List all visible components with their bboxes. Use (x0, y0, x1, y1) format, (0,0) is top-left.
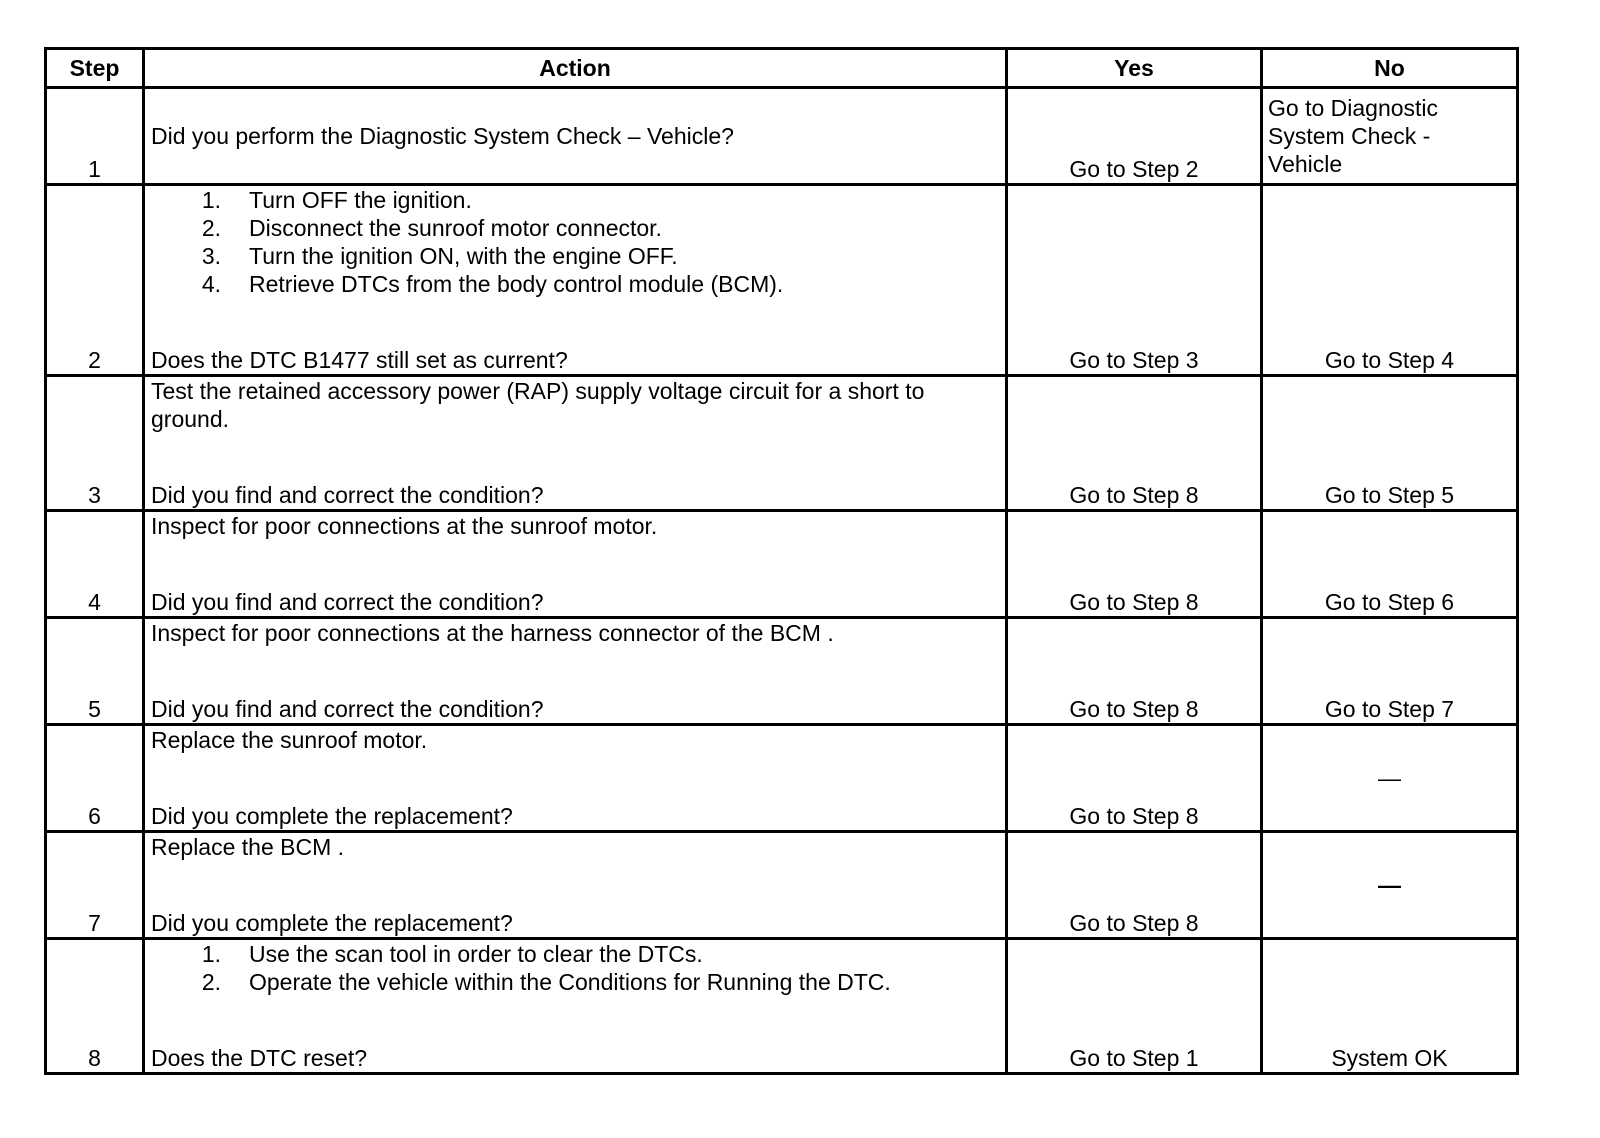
action-text: Replace the sunroof motor. (151, 727, 428, 753)
step-number: 3 (46, 376, 144, 511)
table-row (46, 511, 1518, 618)
table-row (46, 725, 1518, 832)
action-cell (144, 376, 1007, 511)
step-number: 1 (46, 88, 144, 185)
list-item: 2. Disconnect the sunroof motor connector. (201, 215, 662, 241)
action-text: Inspect for poor connections at the harness connector of the BCM . (151, 620, 834, 646)
no-cell: System OK (1262, 939, 1518, 1074)
list-item: 1. Turn OFF the ignition. (201, 187, 472, 213)
header-step: Step (46, 49, 144, 88)
action-text: Test the retained accessory power (RAP) supply voltage circuit for a short to ground. (151, 378, 925, 432)
no-cell: Go to Step 5 (1262, 376, 1518, 511)
list-item: 3. Turn the ignition ON, with the engine OFF. (201, 243, 678, 269)
action-question: Did you complete the replacement? (151, 910, 513, 936)
action-steps (151, 186, 999, 298)
no-cell: Go to Step 4 (1262, 185, 1518, 376)
step-number: 8 (46, 939, 144, 1074)
action-question: Did you find and correct the condition? (151, 589, 544, 615)
step-number: 6 (46, 725, 144, 832)
step-number: 7 (46, 832, 144, 939)
no-cell: — (1262, 832, 1518, 939)
yes-cell: Go to Step 8 (1007, 832, 1262, 939)
step-number: 2 (46, 185, 144, 376)
header-row (46, 49, 1518, 88)
action-cell (144, 88, 1007, 185)
yes-cell: Go to Step 3 (1007, 185, 1262, 376)
action-steps (151, 940, 999, 996)
list-item: 4. Retrieve DTCs from the body control module (BCM). (201, 271, 784, 297)
diagnostic-table (44, 47, 1519, 1075)
action-cell (144, 618, 1007, 725)
table-row (46, 618, 1518, 725)
yes-cell: Go to Step 8 (1007, 618, 1262, 725)
yes-cell: Go to Step 2 (1007, 88, 1262, 185)
no-cell: Go to Diagnostic System Check - Vehicle (1262, 88, 1518, 185)
table-row (46, 185, 1518, 376)
no-cell: Go to Step 6 (1262, 511, 1518, 618)
no-cell: Go to Step 7 (1262, 618, 1518, 725)
action-cell (144, 939, 1007, 1074)
list-item: 2. Operate the vehicle within the Conditions for Running the DTC. (201, 969, 891, 995)
action-question: Did you find and correct the condition? (151, 696, 544, 722)
table-row (46, 376, 1518, 511)
action-cell (144, 725, 1007, 832)
action-question: Did you complete the replacement? (151, 803, 513, 829)
action-text: Replace the BCM . (151, 834, 345, 860)
yes-cell: Go to Step 8 (1007, 725, 1262, 832)
yes-cell: Go to Step 1 (1007, 939, 1262, 1074)
action-question: Did you find and correct the condition? (151, 482, 544, 508)
table-row (46, 939, 1518, 1074)
header-action: Action (144, 49, 1007, 88)
yes-cell: Go to Step 8 (1007, 376, 1262, 511)
table-row (46, 832, 1518, 939)
action-cell (144, 511, 1007, 618)
yes-cell: Go to Step 8 (1007, 511, 1262, 618)
step-number: 5 (46, 618, 144, 725)
action-question: Did you perform the Diagnostic System Check – Vehicle? (151, 123, 734, 149)
header-no: No (1262, 49, 1518, 88)
action-text: Inspect for poor connections at the sunroof motor. (151, 513, 658, 539)
action-cell (144, 185, 1007, 376)
step-number: 4 (46, 511, 144, 618)
action-cell (144, 832, 1007, 939)
table-row (46, 88, 1518, 185)
action-question: Does the DTC reset? (151, 1045, 368, 1071)
no-cell: — (1262, 725, 1518, 832)
header-yes: Yes (1007, 49, 1262, 88)
list-item: 1. Use the scan tool in order to clear the DTCs. (201, 941, 703, 967)
action-question: Does the DTC B1477 still set as current? (151, 347, 568, 373)
